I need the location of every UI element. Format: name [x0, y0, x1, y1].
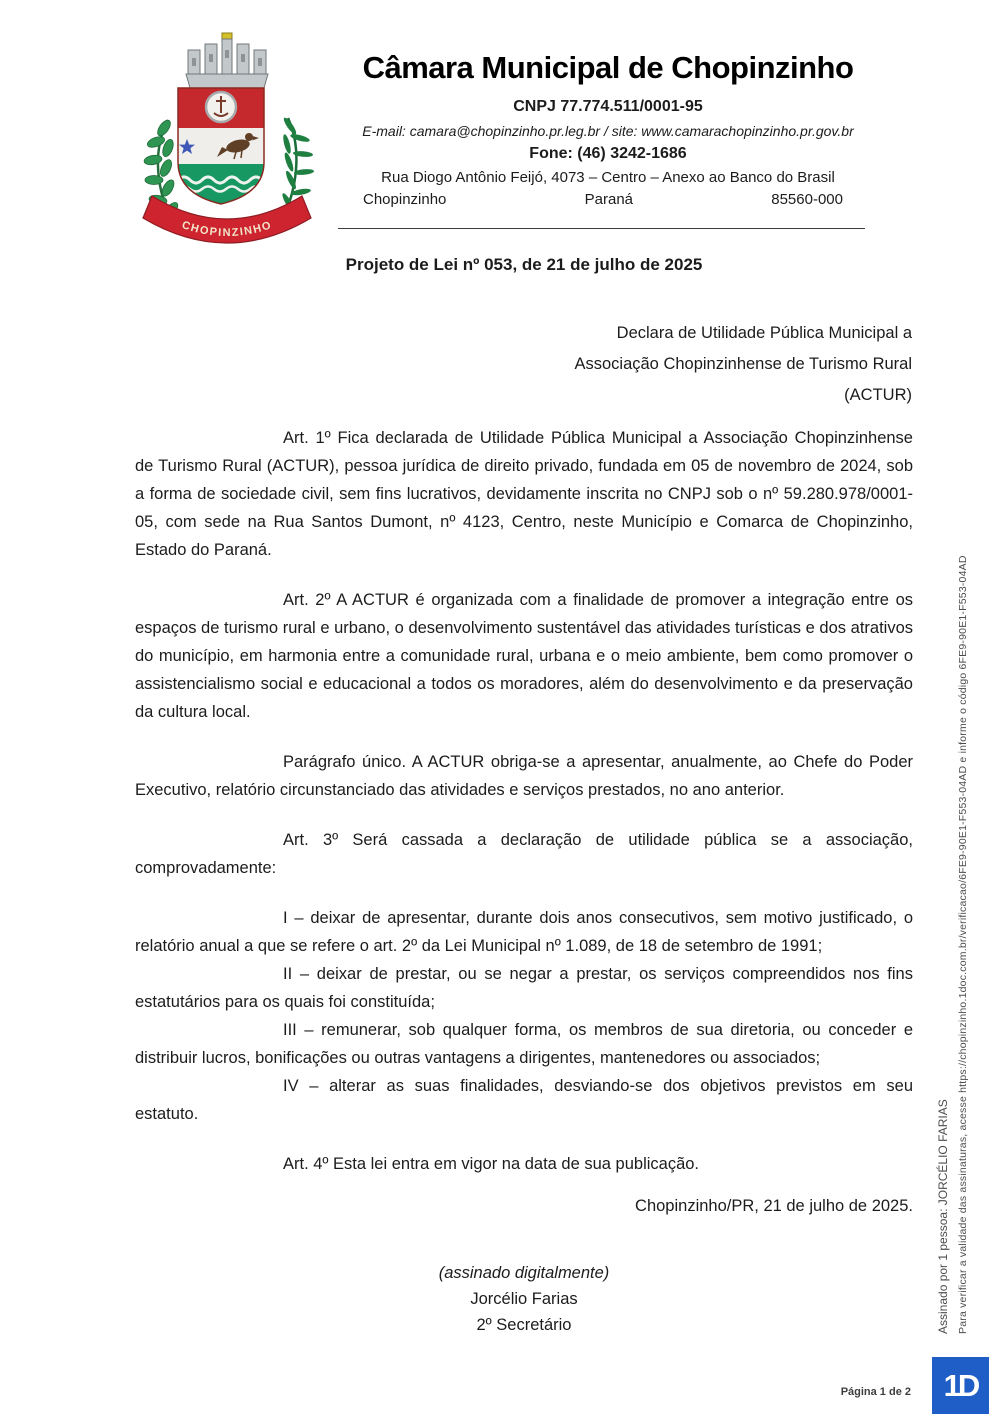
document-title: Projeto de Lei nº 053, de 21 de julho de 2025: [345, 255, 703, 274]
coat-of-arms: [138, 30, 316, 245]
ementa-line: Associação Chopinzinhense de Turismo Rural: [574, 355, 912, 373]
state: Paraná: [584, 191, 634, 208]
article-3: Art. 3º Será cassada a declaração de utilidade pública se a associação, comprovadamente:: [135, 831, 913, 877]
org-name: Câmara Municipal de Chopinzinho: [362, 50, 854, 85]
item-IV: IV – alterar as suas finalidades, desviando-se dos objetivos previstos em seu estatuto.: [135, 1077, 913, 1123]
stamp-signed-by: Assinado por 1 pessoa: JORCÉLIO FARIAS: [936, 1099, 950, 1334]
cnpj-line: CNPJ 77.774.511/0001-95: [513, 98, 703, 115]
1doc-logo: [932, 1357, 989, 1414]
sole-paragraph: Parágrafo único. A ACTUR obriga-se a apresentar, anualmente, ao Chefe do Poder Executivo, relatório circunstanciado das atividades e serviços prestados, no ano anterior.: [135, 753, 913, 799]
document-body: [135, 424, 913, 1338]
article-2: Art. 2º A ACTUR é organizada com a finalidade de promover a integração entre os espaços de turismo rural e urbano, o desenvolvimento sustentável das atividades turísticas e dos atrativos do município, em harmonia entre a comunidade rural, urbana e o meio ambiente, bem como promover o assistencialismo social e educacional a todos os moradores, além do desenvolvimento e da preservação da cultura local.: [135, 591, 913, 721]
1doc-logo-text: 1D: [943, 1367, 978, 1403]
stamp-verification-url: Para verificar a validade das assinaturas, acesse https://chopinzinho.1doc.com.br/verificacao/6FE9-90E1-F553-04AD e informe o código 6FE9-90E1-F553-04AD: [957, 555, 969, 1334]
city: Chopinzinho: [363, 191, 447, 208]
city-state-zip-row: [363, 191, 843, 208]
item-II: II – deixar de prestar, ou se negar a prestar, os serviços compreendidos nos fins estatutários para os quais foi constituída;: [135, 965, 913, 1011]
header-divider: [338, 228, 865, 229]
signer-name: Jorcélio Farias: [470, 1290, 578, 1308]
page-number: Página 1 de 2: [840, 1386, 911, 1398]
item-III: III – remunerar, sob qualquer forma, os membros de sua diretoria, ou conceder e distribuir lucros, bonificações ou outras vantagens a dirigentes, mantenedores ou associados;: [135, 1021, 913, 1067]
zip-code: 85560-000: [771, 191, 843, 208]
email-site-line: E-mail: camara@chopinzinho.pr.leg.br / site: www.camarachopinzinho.pr.gov.br: [362, 123, 854, 139]
letterhead: [318, 50, 898, 208]
ementa: [520, 318, 912, 411]
signature-block: [135, 1260, 913, 1338]
ribbon-text: CHOPINZINHO: [180, 219, 274, 240]
item-I: I – deixar de apresentar, durante dois anos consecutivos, sem motivo justificado, o relatório anual a que se refere o art. 2º da Lei Municipal nº 1.089, de 18 de setembro de 1991;: [135, 909, 913, 955]
dateline: Chopinzinho/PR, 21 de julho de 2025.: [635, 1197, 913, 1215]
article-1: Art. 1º Fica declarada de Utilidade Pública Municipal a Associação Chopinzinhense de Turismo Rural (ACTUR), pessoa jurídica de direito privado, fundada em 05 de novembro de 2024, sob a forma de sociedade civil, sem fins lucrativos, devidamente inscrita no CNPJ sob o nº 59.280.978/0001-05, com sede na Rua Santos Dumont, nº 4123, Centro, neste Município e Comarca de Chopinzinho, Estado do Paraná.: [135, 429, 913, 559]
phone-line: Fone: (46) 3242-1686: [529, 145, 687, 162]
mural-crown: [186, 33, 268, 88]
digital-signature-note: (assinado digitalmente): [438, 1264, 610, 1282]
address-line: Rua Diogo Antônio Feijó, 4073 – Centro – Anexo ao Banco do Brasil: [381, 169, 835, 186]
ementa-line: (ACTUR): [844, 386, 912, 404]
signer-role: 2º Secretário: [476, 1316, 572, 1334]
article-4: Art. 4º Esta lei entra em vigor na data de sua publicação.: [283, 1155, 700, 1173]
ementa-line: Declara de Utilidade Pública Municipal a: [616, 324, 912, 342]
